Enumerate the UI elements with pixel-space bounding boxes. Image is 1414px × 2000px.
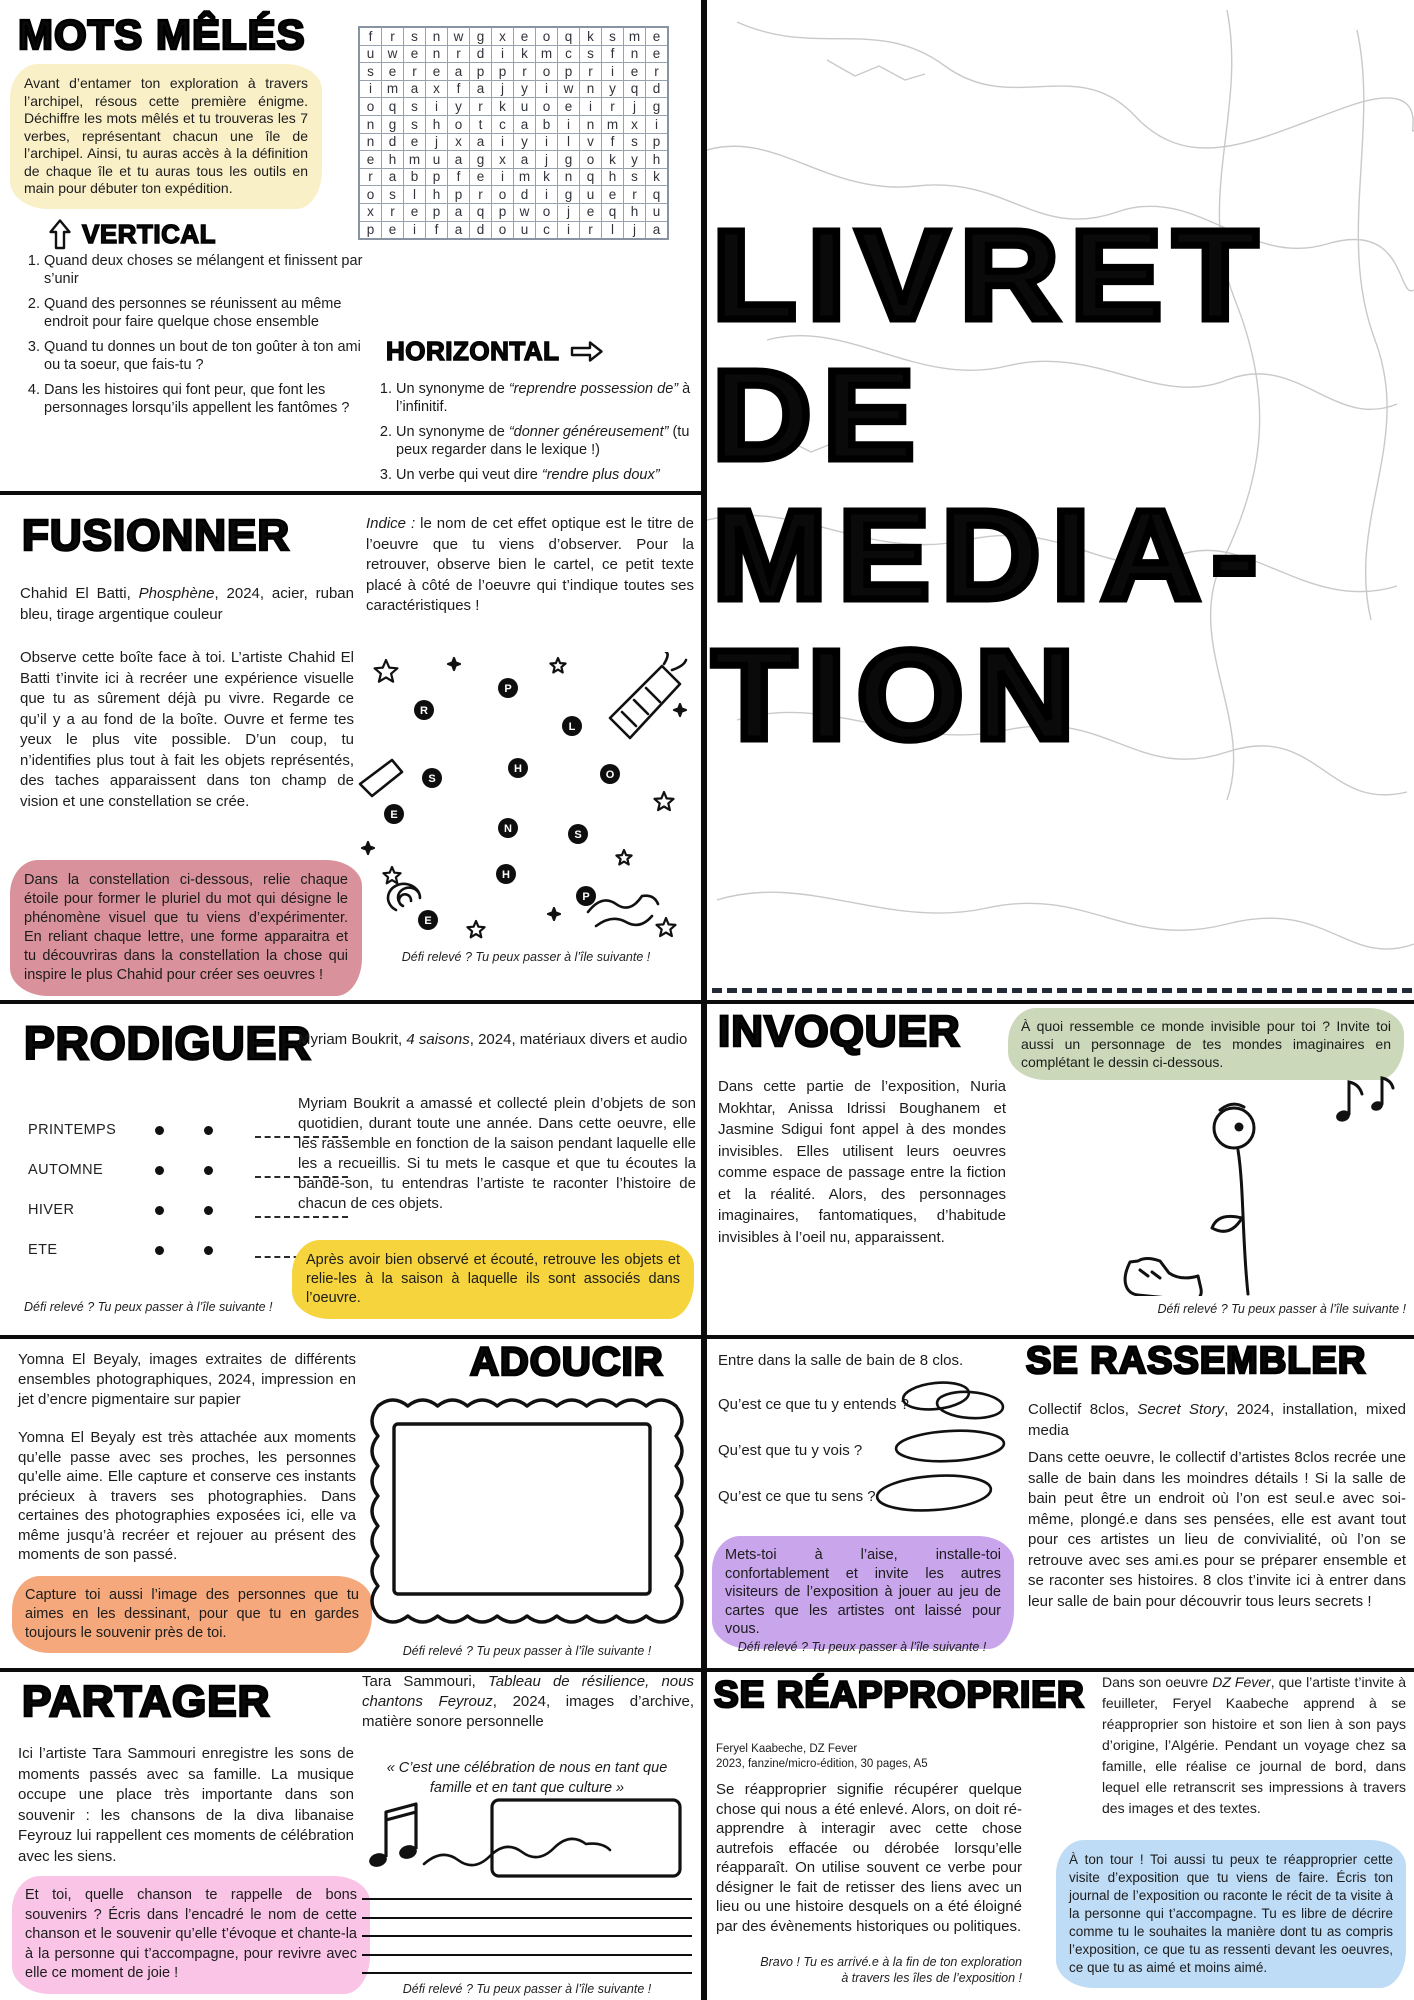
- grid-cell[interactable]: n: [580, 80, 602, 98]
- grid-cell[interactable]: l: [404, 186, 426, 204]
- grid-cell[interactable]: c: [492, 115, 514, 133]
- grid-cell[interactable]: x: [624, 115, 646, 133]
- svg-text:E: E: [424, 915, 432, 927]
- grid-cell[interactable]: e: [382, 221, 404, 239]
- grid-cell[interactable]: i: [536, 186, 558, 204]
- grid-cell[interactable]: e: [558, 98, 580, 116]
- grid-cell[interactable]: j: [624, 221, 646, 239]
- grid-cell[interactable]: e: [359, 151, 382, 169]
- grid-cell[interactable]: e: [404, 133, 426, 151]
- grid-cell[interactable]: a: [470, 80, 492, 98]
- grid-cell[interactable]: p: [492, 63, 514, 81]
- grid-cell[interactable]: k: [580, 27, 602, 45]
- horizontal-clues-list: [372, 380, 718, 491]
- grid-cell[interactable]: o: [359, 98, 382, 116]
- section-title-mots-meles: MOTS MÊLÉS: [18, 11, 306, 58]
- writing-line[interactable]: [362, 1935, 692, 1937]
- match-dot[interactable]: [204, 1166, 213, 1175]
- invisible-character-doodle[interactable]: [1096, 1070, 1406, 1296]
- grid-cell[interactable]: x: [448, 133, 470, 151]
- grid-cell[interactable]: g: [470, 27, 492, 45]
- grid-cell[interactable]: e: [624, 63, 646, 81]
- grid-cell[interactable]: a: [448, 221, 470, 239]
- grid-cell[interactable]: g: [558, 186, 580, 204]
- grid-cell[interactable]: q: [624, 80, 646, 98]
- grid-cell[interactable]: w: [558, 80, 580, 98]
- grid-cell[interactable]: g: [646, 98, 669, 116]
- bathroom-question: Qu’est que tu y vois ?: [718, 1442, 863, 1459]
- grid-cell[interactable]: h: [382, 151, 404, 169]
- grid-cell[interactable]: e: [646, 45, 669, 63]
- grid-cell[interactable]: a: [646, 221, 669, 239]
- grid-cell[interactable]: m: [514, 168, 536, 186]
- grid-cell[interactable]: j: [558, 203, 580, 221]
- grid-cell[interactable]: i: [404, 221, 426, 239]
- grid-cell[interactable]: e: [470, 168, 492, 186]
- caption-line: 2023, fanzine/micro-édition, 30 pages, A5: [716, 1758, 928, 1770]
- grid-cell[interactable]: f: [448, 168, 470, 186]
- song-name-box: [492, 1800, 680, 1876]
- artwork-caption: Tara Sammouri, Tableau de résilience, nous chantons Feyrouz, 2024, images d’archive, matière sonore personnelle: [362, 1673, 694, 1730]
- challenge-note-song: Et toi, quelle chanson te rappelle de bons souvenirs ? Écris dans l’encadré le nom de cette chanson et le souvenir qu’elle t’évoque et chante-la à la personne qui t’accompagne, pour revivre avec elle ce moment de joie !: [12, 1876, 370, 1994]
- grid-cell[interactable]: k: [492, 98, 514, 116]
- challenge-complete-note: Défi relevé ? Tu peux passer à l’île suivante !: [402, 1644, 652, 1658]
- grid-cell[interactable]: o: [580, 151, 602, 169]
- grid-cell[interactable]: u: [514, 221, 536, 239]
- grid-cell[interactable]: p: [426, 168, 448, 186]
- horizontal-clue: 3. Un verbe qui veut dire “rendre plus doux”: [396, 466, 718, 484]
- writing-line[interactable]: [362, 1917, 692, 1919]
- section-body: Myriam Boukrit a amassé et collecté plein d’objets de son quotidien, durant toute une année. Dans cette oeuvre, elle les rassemble en fonction de la saison pendant laquelle elle les a recueillis. Si tu mets le casque et que tu écoutes la bande-son, tu entendras l’artiste te raconter l’histoire de chacun de ces objets.: [298, 1095, 696, 1212]
- grid-cell[interactable]: r: [448, 45, 470, 63]
- grid-cell[interactable]: g: [558, 151, 580, 169]
- cover-title-line: TION: [712, 624, 1086, 767]
- grid-cell[interactable]: y: [624, 151, 646, 169]
- season-label: ETE: [28, 1242, 58, 1258]
- grid-cell[interactable]: g: [470, 151, 492, 169]
- section-divider: [0, 1000, 1414, 1004]
- grid-cell[interactable]: u: [514, 98, 536, 116]
- section-divider: [0, 491, 705, 495]
- section-body: Se réapproprier signifie récupérer quelque chose qui nous a été enlevé. Alors, on doit ré-apprendre à interagir avec cette chose autrefois effacée ou dérobée lorsqu’elle réapparaît. On utilise souvent ce verbe pour désigner le fait de retisser des liens avec un lieu ou une histoire desquels on a été éloigné par des évènements historiques ou politiques.: [716, 1781, 1022, 1935]
- carrot-doodle-icon: [610, 666, 680, 738]
- grid-cell[interactable]: r: [580, 221, 602, 239]
- section-body: Yomna El Beyaly est très attachée aux moments qu’elle passe avec ses proches, les personnes qu’elle aime. Elle capture et conserve ces instants précieux à travers ses photographies. Dans certaines des photographies exposées ici, elle va même jusqu’à recréer et rejouer au présent des moments de son passé.: [18, 1429, 356, 1563]
- grid-cell[interactable]: i: [580, 98, 602, 116]
- svg-text:P: P: [504, 683, 512, 695]
- grid-cell[interactable]: i: [558, 221, 580, 239]
- grid-cell[interactable]: r: [624, 186, 646, 204]
- squiggle-icon: [424, 1839, 610, 1865]
- grid-cell[interactable]: d: [514, 186, 536, 204]
- grid-cell[interactable]: a: [448, 203, 470, 221]
- match-dot[interactable]: [155, 1206, 164, 1215]
- song-box-doodle[interactable]: [362, 1794, 694, 1888]
- grid-cell[interactable]: r: [404, 63, 426, 81]
- grid-cell[interactable]: p: [448, 186, 470, 204]
- hint-paragraph: Indice : le nom de cet effet optique est le titre de l’oeuvre que tu viens d’observer. Pour la retrouver, observe bien le cartel, ce petit texte placé à côté de l’oeuvre qui t’indique toutes ses caractéristiques !: [366, 515, 694, 614]
- grid-cell[interactable]: a: [448, 151, 470, 169]
- section-title-adoucir: ADOUCIR: [470, 1340, 664, 1384]
- grid-cell[interactable]: n: [624, 45, 646, 63]
- section-title-invoquer: INVOQUER: [718, 1007, 961, 1056]
- svg-text:E: E: [390, 809, 398, 821]
- grid-cell[interactable]: a: [470, 133, 492, 151]
- grid-cell[interactable]: w: [382, 45, 404, 63]
- grid-cell[interactable]: b: [536, 115, 558, 133]
- grid-cell[interactable]: j: [426, 133, 448, 151]
- caption-line: Feryel Kaabeche, DZ Fever: [716, 1743, 858, 1755]
- grid-cell[interactable]: o: [536, 98, 558, 116]
- grid-cell[interactable]: s: [404, 115, 426, 133]
- grid-cell[interactable]: d: [470, 221, 492, 239]
- grid-cell[interactable]: h: [602, 168, 624, 186]
- cover-title-line: LIVRET: [712, 204, 1269, 347]
- grid-cell[interactable]: k: [514, 45, 536, 63]
- grid-cell[interactable]: u: [646, 203, 669, 221]
- match-dot[interactable]: [155, 1246, 164, 1255]
- grid-cell[interactable]: e: [426, 63, 448, 81]
- grid-cell[interactable]: k: [646, 168, 669, 186]
- grid-cell[interactable]: d: [470, 45, 492, 63]
- grid-cell[interactable]: y: [514, 80, 536, 98]
- grid-cell[interactable]: m: [624, 27, 646, 45]
- vertical-label: VERTICAL: [82, 219, 216, 249]
- match-dot[interactable]: [204, 1246, 213, 1255]
- grid-cell[interactable]: y: [514, 133, 536, 151]
- grid-cell[interactable]: y: [602, 80, 624, 98]
- vertical-clue: 3. Quand tu donnes un bout de ton goûter à ton ami ou ta soeur, que fais-tu ?: [44, 338, 368, 374]
- svg-text:S: S: [574, 829, 582, 841]
- writing-lines[interactable]: [362, 1898, 692, 1991]
- section-body: Ici l’artiste Tara Sammouri enregistre les sons de moments passés avec sa famille. La musique occupe une place très importante dans son souvenir : les chansons de la diva libanaise Feyrouz lui rappellent ces moments de célébration avec les siens.: [18, 1745, 354, 1865]
- grid-cell[interactable]: f: [426, 221, 448, 239]
- grid-cell[interactable]: r: [602, 98, 624, 116]
- grid-cell[interactable]: a: [382, 168, 404, 186]
- vertical-clues-header: [48, 218, 216, 250]
- challenge-note-portrait: Capture toi aussi l’image des personnes que tu aimes en les dessinant, pour que tu en gardes toujours le souvenir près de toi.: [12, 1576, 372, 1653]
- grid-cell[interactable]: b: [404, 168, 426, 186]
- season-label: HIVER: [28, 1202, 75, 1218]
- grid-cell[interactable]: o: [492, 186, 514, 204]
- vertical-clue: 4. Dans les histoires qui font peur, que font les personnages lorsqu’ils appellent les fantômes ?: [44, 381, 368, 417]
- grid-cell[interactable]: x: [492, 151, 514, 169]
- challenge-note-drawing: À quoi ressemble ce monde invisible pour toi ? Invite toi aussi un personnage de tes mondes imaginaires en complétant le dessin ci-dessous.: [1008, 1008, 1404, 1080]
- grid-cell[interactable]: f: [602, 133, 624, 151]
- grid-cell[interactable]: p: [470, 63, 492, 81]
- svg-text:N: N: [504, 823, 512, 835]
- grid-cell[interactable]: o: [359, 186, 382, 204]
- grid-cell[interactable]: i: [359, 80, 382, 98]
- season-label: PRINTEMPS: [28, 1122, 117, 1138]
- grid-cell[interactable]: n: [359, 115, 382, 133]
- svg-text:H: H: [514, 763, 522, 775]
- grid-cell[interactable]: s: [624, 133, 646, 151]
- grid-cell[interactable]: m: [382, 80, 404, 98]
- artwork-caption: Chahid El Batti, Phosphène, 2024, acier, ruban bleu, tirage argentique couleur: [20, 585, 354, 623]
- challenge-complete-note: Défi relevé ? Tu peux passer à l’île suivante !: [401, 950, 651, 964]
- grid-cell[interactable]: r: [470, 98, 492, 116]
- section-title-prodiguer: PRODIGUER: [24, 1017, 312, 1069]
- challenge-complete-note: Défi relevé ? Tu peux passer à l’île suivante !: [1157, 1302, 1406, 1316]
- challenge-note-seasons: Après avoir bien observé et écouté, retrouve les objets et relie-les à la saison à laquelle ils sont associés dans l’oeuvre.: [292, 1240, 694, 1319]
- leaf-doodle: [1212, 1216, 1242, 1231]
- constellation-drawing[interactable]: [358, 652, 694, 942]
- match-dot[interactable]: [155, 1166, 164, 1175]
- grid-cell[interactable]: s: [580, 45, 602, 63]
- grid-cell[interactable]: f: [359, 27, 382, 45]
- grid-cell[interactable]: o: [536, 63, 558, 81]
- section-title-partager: PARTAGER: [22, 1677, 271, 1726]
- grid-cell[interactable]: m: [404, 151, 426, 169]
- grid-cell[interactable]: s: [359, 63, 382, 81]
- bathroom-intro: Entre dans la salle de bain de 8 clos.: [718, 1352, 964, 1369]
- grid-cell[interactable]: c: [536, 221, 558, 239]
- section-body: Observe cette boîte face à toi. L’artiste Chahid El Batti t’invite ici à recréer une expérience visuelle que tu as sûrement déjà pu vivre. Regarde ce qu’il y a au fond de la boîte. Ouvre et ferme tes yeux le plus vite possible. D’un coup, tu n’identifies plus tout à fait les objets représentés, des taches apparaissent dans ton champ de vision et une constellation se crée.: [20, 649, 354, 810]
- word-search-grid[interactable]: [358, 26, 669, 240]
- grid-cell[interactable]: i: [558, 115, 580, 133]
- grid-cell[interactable]: d: [382, 133, 404, 151]
- grid-cell[interactable]: x: [359, 203, 382, 221]
- section-divider: [0, 1668, 1414, 1672]
- grid-cell[interactable]: j: [492, 80, 514, 98]
- challenge-note-journal: À ton tour ! Toi aussi tu peux te réapproprier cette visite d’exposition que tu viens de faire. Écris ton journal de l’exposition ou raconte le récit de ta visite à la personne qui t’accompagne. Tu es libre de décrire comme tu le souhaites la manière dont tu as compris l’exposition, ce que tu as ressenti devant les oeuvres, ce que tu as aimé et moins aimé.: [1056, 1840, 1406, 1988]
- grid-cell[interactable]: n: [426, 45, 448, 63]
- grid-cell[interactable]: r: [470, 186, 492, 204]
- grid-cell[interactable]: h: [624, 203, 646, 221]
- section-title-se-reapproprier: SE RÉAPPROPRIER: [714, 1674, 1085, 1715]
- grid-cell[interactable]: l: [602, 221, 624, 239]
- grid-cell[interactable]: v: [580, 133, 602, 151]
- writing-line[interactable]: [362, 1898, 692, 1900]
- svg-text:S: S: [428, 773, 436, 785]
- grid-cell[interactable]: s: [624, 168, 646, 186]
- grid-cell[interactable]: a: [404, 80, 426, 98]
- challenge-complete-note: Défi relevé ? Tu peux passer à l’île suivante !: [402, 1982, 652, 1996]
- grid-cell[interactable]: e: [580, 203, 602, 221]
- grid-cell[interactable]: g: [382, 115, 404, 133]
- periscope-eye-doodle-icon: [1214, 1108, 1254, 1148]
- grid-cell[interactable]: k: [602, 151, 624, 169]
- vertical-clues-list: [20, 252, 368, 424]
- grid-cell[interactable]: r: [646, 63, 669, 81]
- grid-cell[interactable]: q: [580, 168, 602, 186]
- grid-cell[interactable]: j: [536, 151, 558, 169]
- artist-quote: « C’est une célébration de nous en tant que famille et en tant que culture »: [386, 1760, 668, 1796]
- grid-cell[interactable]: l: [558, 133, 580, 151]
- artwork-caption: Yomna El Beyaly, images extraites de différents ensembles photographiques, 2024, impression en jet d’encre pigmentaire sur papier: [18, 1351, 356, 1408]
- grid-cell[interactable]: i: [492, 168, 514, 186]
- up-arrow-icon: [48, 218, 72, 250]
- challenge-note-constellation: Dans la constellation ci-dessous, relie chaque étoile pour former le pluriel du mot qui désigne le phénomène visuel que tu viens d’expérimenter. En reliant chaque lettre, une forme apparaitra et tu découvriras dans la constellation la chose qui inspire le plus Chahid pour créer ses oeuvres !: [10, 860, 362, 996]
- cover-title-line: DE: [712, 344, 926, 487]
- challenge-note-cards: Mets-toi à l’aise, installe-toi confortablement et invite les autres visiteurs de l’exposition à jouer au jeu de cartes que les artistes ont laissé pour vous.: [712, 1536, 1014, 1649]
- drawing-frame[interactable]: [364, 1392, 690, 1630]
- grid-cell[interactable]: i: [492, 45, 514, 63]
- section-body: Dans cette partie de l’exposition, Nuria Mokhtar, Anissa Idrissi Boughanem et Jasmine Sdigui font appel à des mondes invisibles. Elles utilisent leurs oeuvres comme espace de passage entre la fiction et la réalité. Alors, des personnages imaginaires, fantomatiques, d’habitude invisibles à l’oeil nu, apparaissent.: [718, 1078, 1006, 1246]
- grid-cell[interactable]: w: [514, 203, 536, 221]
- carrot-doodle-icon: [360, 760, 402, 796]
- grid-cell[interactable]: i: [426, 98, 448, 116]
- grid-cell[interactable]: d: [646, 80, 669, 98]
- answer-oval-icon[interactable]: [870, 1468, 1000, 1518]
- scalloped-border: [372, 1400, 682, 1622]
- grid-cell[interactable]: r: [514, 63, 536, 81]
- grid-cell[interactable]: e: [514, 27, 536, 45]
- grid-cell[interactable]: n: [426, 27, 448, 45]
- cover-title-line: MEDIA-: [712, 484, 1269, 627]
- grid-cell[interactable]: m: [602, 115, 624, 133]
- writing-line[interactable]: [362, 1954, 692, 1956]
- grid-cell[interactable]: u: [426, 151, 448, 169]
- svg-text:R: R: [420, 705, 428, 717]
- challenge-complete-note: Défi relevé ? Tu peux passer à l’île suivante !: [737, 1640, 987, 1654]
- match-dot[interactable]: [204, 1206, 213, 1215]
- grid-cell[interactable]: w: [448, 27, 470, 45]
- artwork-caption: [716, 1742, 1016, 1772]
- grid-cell[interactable]: q: [470, 203, 492, 221]
- grid-cell[interactable]: n: [558, 168, 580, 186]
- svg-text:L: L: [568, 721, 576, 733]
- grid-cell[interactable]: n: [359, 133, 382, 151]
- grid-cell[interactable]: q: [646, 186, 669, 204]
- grid-cell[interactable]: p: [492, 203, 514, 221]
- grid-cell[interactable]: o: [448, 115, 470, 133]
- grid-cell[interactable]: o: [536, 203, 558, 221]
- section-title-se-rassembler: SE RASSEMBLER: [1026, 1340, 1367, 1382]
- grid-cell[interactable]: o: [492, 221, 514, 239]
- artwork-caption: Collectif 8clos, Secret Story, 2024, installation, mixed media: [1028, 1401, 1407, 1439]
- grid-cell[interactable]: i: [536, 133, 558, 151]
- music-notes-icon: [1335, 1078, 1393, 1123]
- intro-highlight-note: Avant d’entamer ton exploration à travers l’archipel, résous cette première énigme. Déchiffre les mots mêlés et tu trouveras les 7 verbes, représentant chacun une île de l’archipel. Ainsi, tu auras accès à la définition de chaque île et tu auras tous les outils en main pour débuter ton expédition.: [10, 64, 322, 209]
- grid-cell[interactable]: e: [602, 186, 624, 204]
- spiral-icon: [388, 884, 420, 910]
- svg-text:O: O: [605, 769, 615, 781]
- vertical-clue: 2. Quand des personnes se réunissent au même endroit pour faire quelque chose ensemble: [44, 295, 368, 331]
- svg-text:P: P: [582, 891, 590, 903]
- grid-cell[interactable]: x: [426, 80, 448, 98]
- grid-cell[interactable]: a: [514, 115, 536, 133]
- grid-cell[interactable]: r: [382, 27, 404, 45]
- grid-cell[interactable]: e: [382, 63, 404, 81]
- horizontal-label: HORIZONTAL: [386, 336, 560, 366]
- answer-oval-icon[interactable]: [890, 1424, 1012, 1468]
- grid-cell[interactable]: q: [558, 27, 580, 45]
- writing-line[interactable]: [362, 1972, 692, 1974]
- bathroom-question: Qu’est ce que tu sens ?: [718, 1488, 876, 1505]
- horizontal-clue: 2. Un synonyme de “donner généreusement” (tu peux regarder dans le lexique !): [396, 423, 718, 459]
- inner-drawing-area: [394, 1424, 650, 1594]
- grid-cell[interactable]: e: [404, 45, 426, 63]
- grid-cell[interactable]: s: [404, 27, 426, 45]
- grid-cell[interactable]: x: [492, 27, 514, 45]
- grid-cell[interactable]: y: [448, 98, 470, 116]
- grid-cell[interactable]: q: [382, 98, 404, 116]
- challenge-complete-note: Défi relevé ? Tu peux passer à l’île suivante !: [24, 1300, 273, 1314]
- season-label: AUTOMNE: [28, 1162, 104, 1178]
- music-notes-icon: [368, 1804, 419, 1869]
- grid-cell[interactable]: q: [602, 203, 624, 221]
- artwork-intro: Dans son oeuvre DZ Fever, que l’artiste t’invite à feuilleter, Feryel Kaabeche apprend à se réapproprier son histoire et son lien à son pays d’origine, l’Algérie. Pendant un voyage chez sa famille, elle réalise ce journal de bord, dans lequel elle retranscrit ses impressions à travers des images et des textes.: [1102, 1674, 1406, 1816]
- grid-cell[interactable]: j: [624, 98, 646, 116]
- grid-cell[interactable]: f: [448, 80, 470, 98]
- grid-cell[interactable]: h: [426, 186, 448, 204]
- grid-cell[interactable]: s: [602, 27, 624, 45]
- grid-cell[interactable]: h: [646, 151, 669, 169]
- section-divider: [0, 1335, 1414, 1339]
- grid-cell[interactable]: r: [359, 168, 382, 186]
- grid-cell[interactable]: e: [404, 203, 426, 221]
- boot-doodle-icon: [1125, 1259, 1201, 1297]
- vertical-clue: 1. Quand deux choses se mélangent et finissent par s’unir: [44, 252, 368, 288]
- section-body: Dans cette oeuvre, le collectif d’artistes 8clos recrée une salle de bain dans les moindres détails ! Si la salle de bain peut être un endroit où l’on est seul.e avec soi-même, plongé.e dans ses pensées, elle est avant tout pour ces artistes un lieu de convivialité, où l’on se retrouve avec ses ami.es pour se préparer ensemble et se raconter ses histoires. 8 clos t’invite ici à entrer dans leur salle de bain pour découvrir tous leurs secrets !: [1028, 1449, 1406, 1610]
- grid-cell[interactable]: p: [359, 221, 382, 239]
- horizontal-clues-header: [386, 338, 604, 364]
- svg-text:H: H: [502, 869, 510, 881]
- grid-cell[interactable]: p: [646, 133, 669, 151]
- grid-cell[interactable]: n: [580, 115, 602, 133]
- grid-cell[interactable]: e: [646, 27, 669, 45]
- grid-cell[interactable]: a: [448, 63, 470, 81]
- grid-cell[interactable]: a: [514, 151, 536, 169]
- right-arrow-icon: [570, 340, 604, 363]
- bathroom-question: Qu’est ce que tu y entends ?: [718, 1396, 909, 1413]
- grid-cell[interactable]: m: [536, 45, 558, 63]
- section-title-fusionner: FUSIONNER: [22, 511, 291, 560]
- grid-cell[interactable]: t: [470, 115, 492, 133]
- grid-cell[interactable]: k: [536, 168, 558, 186]
- grid-cell[interactable]: i: [602, 63, 624, 81]
- match-dot[interactable]: [155, 1126, 164, 1135]
- grid-cell[interactable]: i: [536, 80, 558, 98]
- grid-cell[interactable]: u: [359, 45, 382, 63]
- grid-cell[interactable]: r: [382, 203, 404, 221]
- artwork-caption: Myriam Boukrit, 4 saisons, 2024, matériaux divers et audio: [298, 1031, 688, 1048]
- answer-oval-icon[interactable]: [898, 1376, 1010, 1424]
- dashed-divider: [712, 988, 1412, 993]
- horizontal-clue: 1. Un synonyme de “reprendre possession de” à l’infinitif.: [396, 380, 718, 416]
- grid-cell[interactable]: i: [646, 115, 669, 133]
- grid-cell[interactable]: c: [558, 45, 580, 63]
- grid-cell[interactable]: i: [492, 133, 514, 151]
- grid-cell[interactable]: p: [558, 63, 580, 81]
- bravo-note: Bravo ! Tu es arrivé.e à la fin de ton exploration à travers les îles de l’exposition !: [760, 1955, 1022, 1985]
- grid-cell[interactable]: s: [382, 186, 404, 204]
- grid-cell[interactable]: u: [580, 186, 602, 204]
- grid-cell[interactable]: h: [426, 115, 448, 133]
- grid-cell[interactable]: o: [536, 27, 558, 45]
- match-dot[interactable]: [204, 1126, 213, 1135]
- grid-cell[interactable]: f: [602, 45, 624, 63]
- grid-cell[interactable]: s: [404, 98, 426, 116]
- grid-cell[interactable]: p: [426, 203, 448, 221]
- squiggle-icon: [588, 896, 658, 926]
- grid-cell[interactable]: r: [580, 63, 602, 81]
